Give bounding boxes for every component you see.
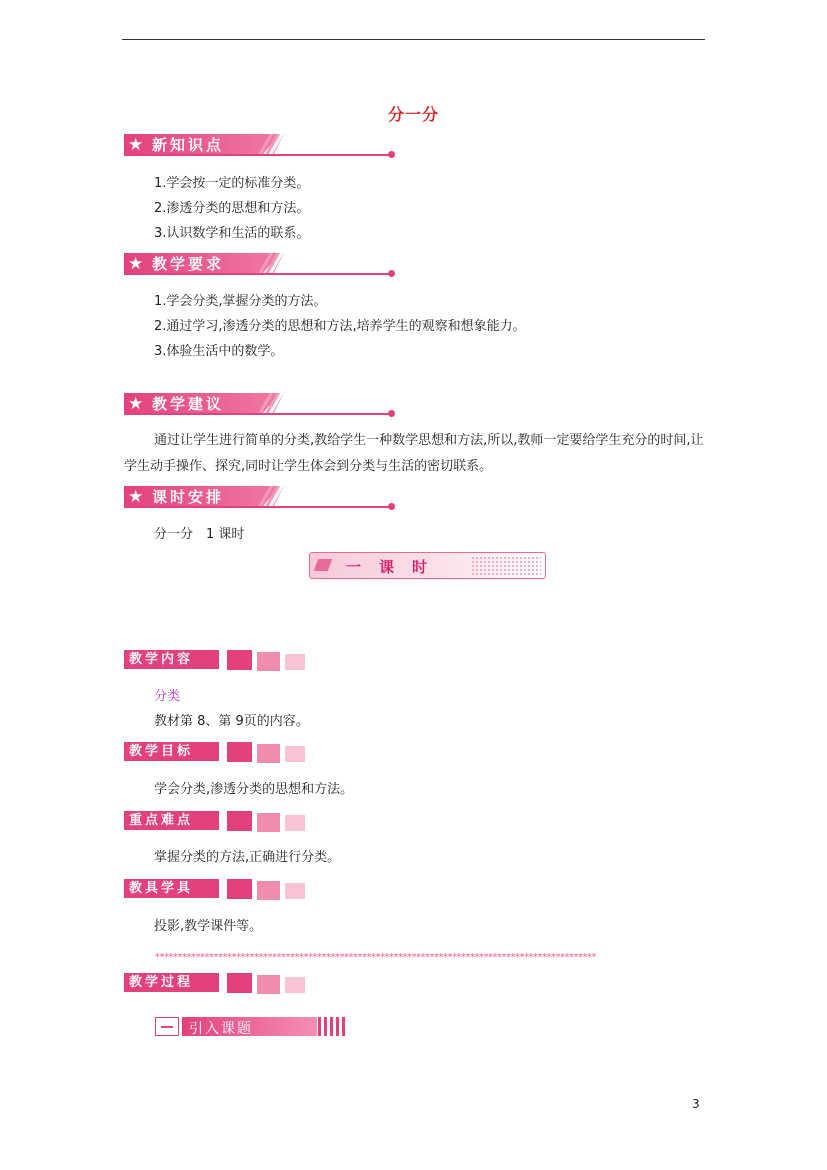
list-item: 3.体验生活中的数学。: [154, 344, 284, 359]
page-title: 分一分: [387, 105, 439, 124]
section-banner-requirements: [124, 253, 396, 277]
page-number: 3: [692, 1097, 700, 1111]
star-icon: ★: [128, 254, 144, 274]
header-rule: [122, 39, 705, 40]
lesson-banner-label: 一课时: [346, 558, 446, 576]
list-item: 3.认识数学和生活的联系。: [154, 226, 310, 241]
subheading-label: 重点难点: [124, 811, 219, 830]
subheading-label: 教学内容: [124, 650, 219, 669]
section-heading: 教学要求: [152, 255, 225, 273]
list-item: 1.学会分类,掌握分类的方法。: [154, 294, 327, 309]
paragraph: 通过让学生进行简单的分类,教给学生一种数学思想和方法,所以,教师一定要给学生充分的时间,让学生动手操作、探究,同时让学生体会到分类与生活的密切联系。: [124, 433, 704, 474]
key-points-text: 掌握分类的方法,正确进行分类。: [154, 850, 341, 865]
schedule-line: 分一分 1 课时: [154, 527, 245, 542]
step-number-one: [155, 1017, 179, 1036]
separator-stars: **************************************************************************************************: [155, 952, 596, 963]
star-icon: ★: [128, 135, 144, 155]
section-heading: 教学建议: [152, 395, 225, 413]
section-heading: 课时安排: [152, 488, 225, 506]
list-item: 2.通过学习,渗透分类的思想和方法,培养学生的观察和想象能力。: [154, 319, 526, 334]
content-topic: 分类: [154, 689, 181, 704]
subheading-label: 教具学具: [124, 879, 219, 898]
list-item: 1.学会按一定的标准分类。: [154, 176, 310, 191]
list-item: 2.渗透分类的思想和方法。: [154, 201, 310, 216]
lesson-banner: [309, 552, 546, 579]
section-banner-suggestions: [124, 393, 396, 417]
section-banner-knowledge: [124, 134, 396, 158]
section-banner-schedule: [124, 486, 396, 510]
content-text: 教材第 8、第 9页的内容。: [154, 714, 309, 729]
tools-text: 投影,教学课件等。: [154, 919, 263, 934]
goals-text: 学会分类,渗透分类的思想和方法。: [154, 782, 354, 797]
subheading-label: 教学目标: [124, 742, 219, 761]
section-heading: 新知识点: [152, 136, 225, 154]
step-label: 引入课题: [189, 1021, 253, 1037]
subheading-label: 教学过程: [124, 973, 219, 992]
star-icon: ★: [128, 394, 144, 414]
step-banner-intro: [155, 1017, 345, 1038]
star-icon: ★: [128, 487, 144, 507]
